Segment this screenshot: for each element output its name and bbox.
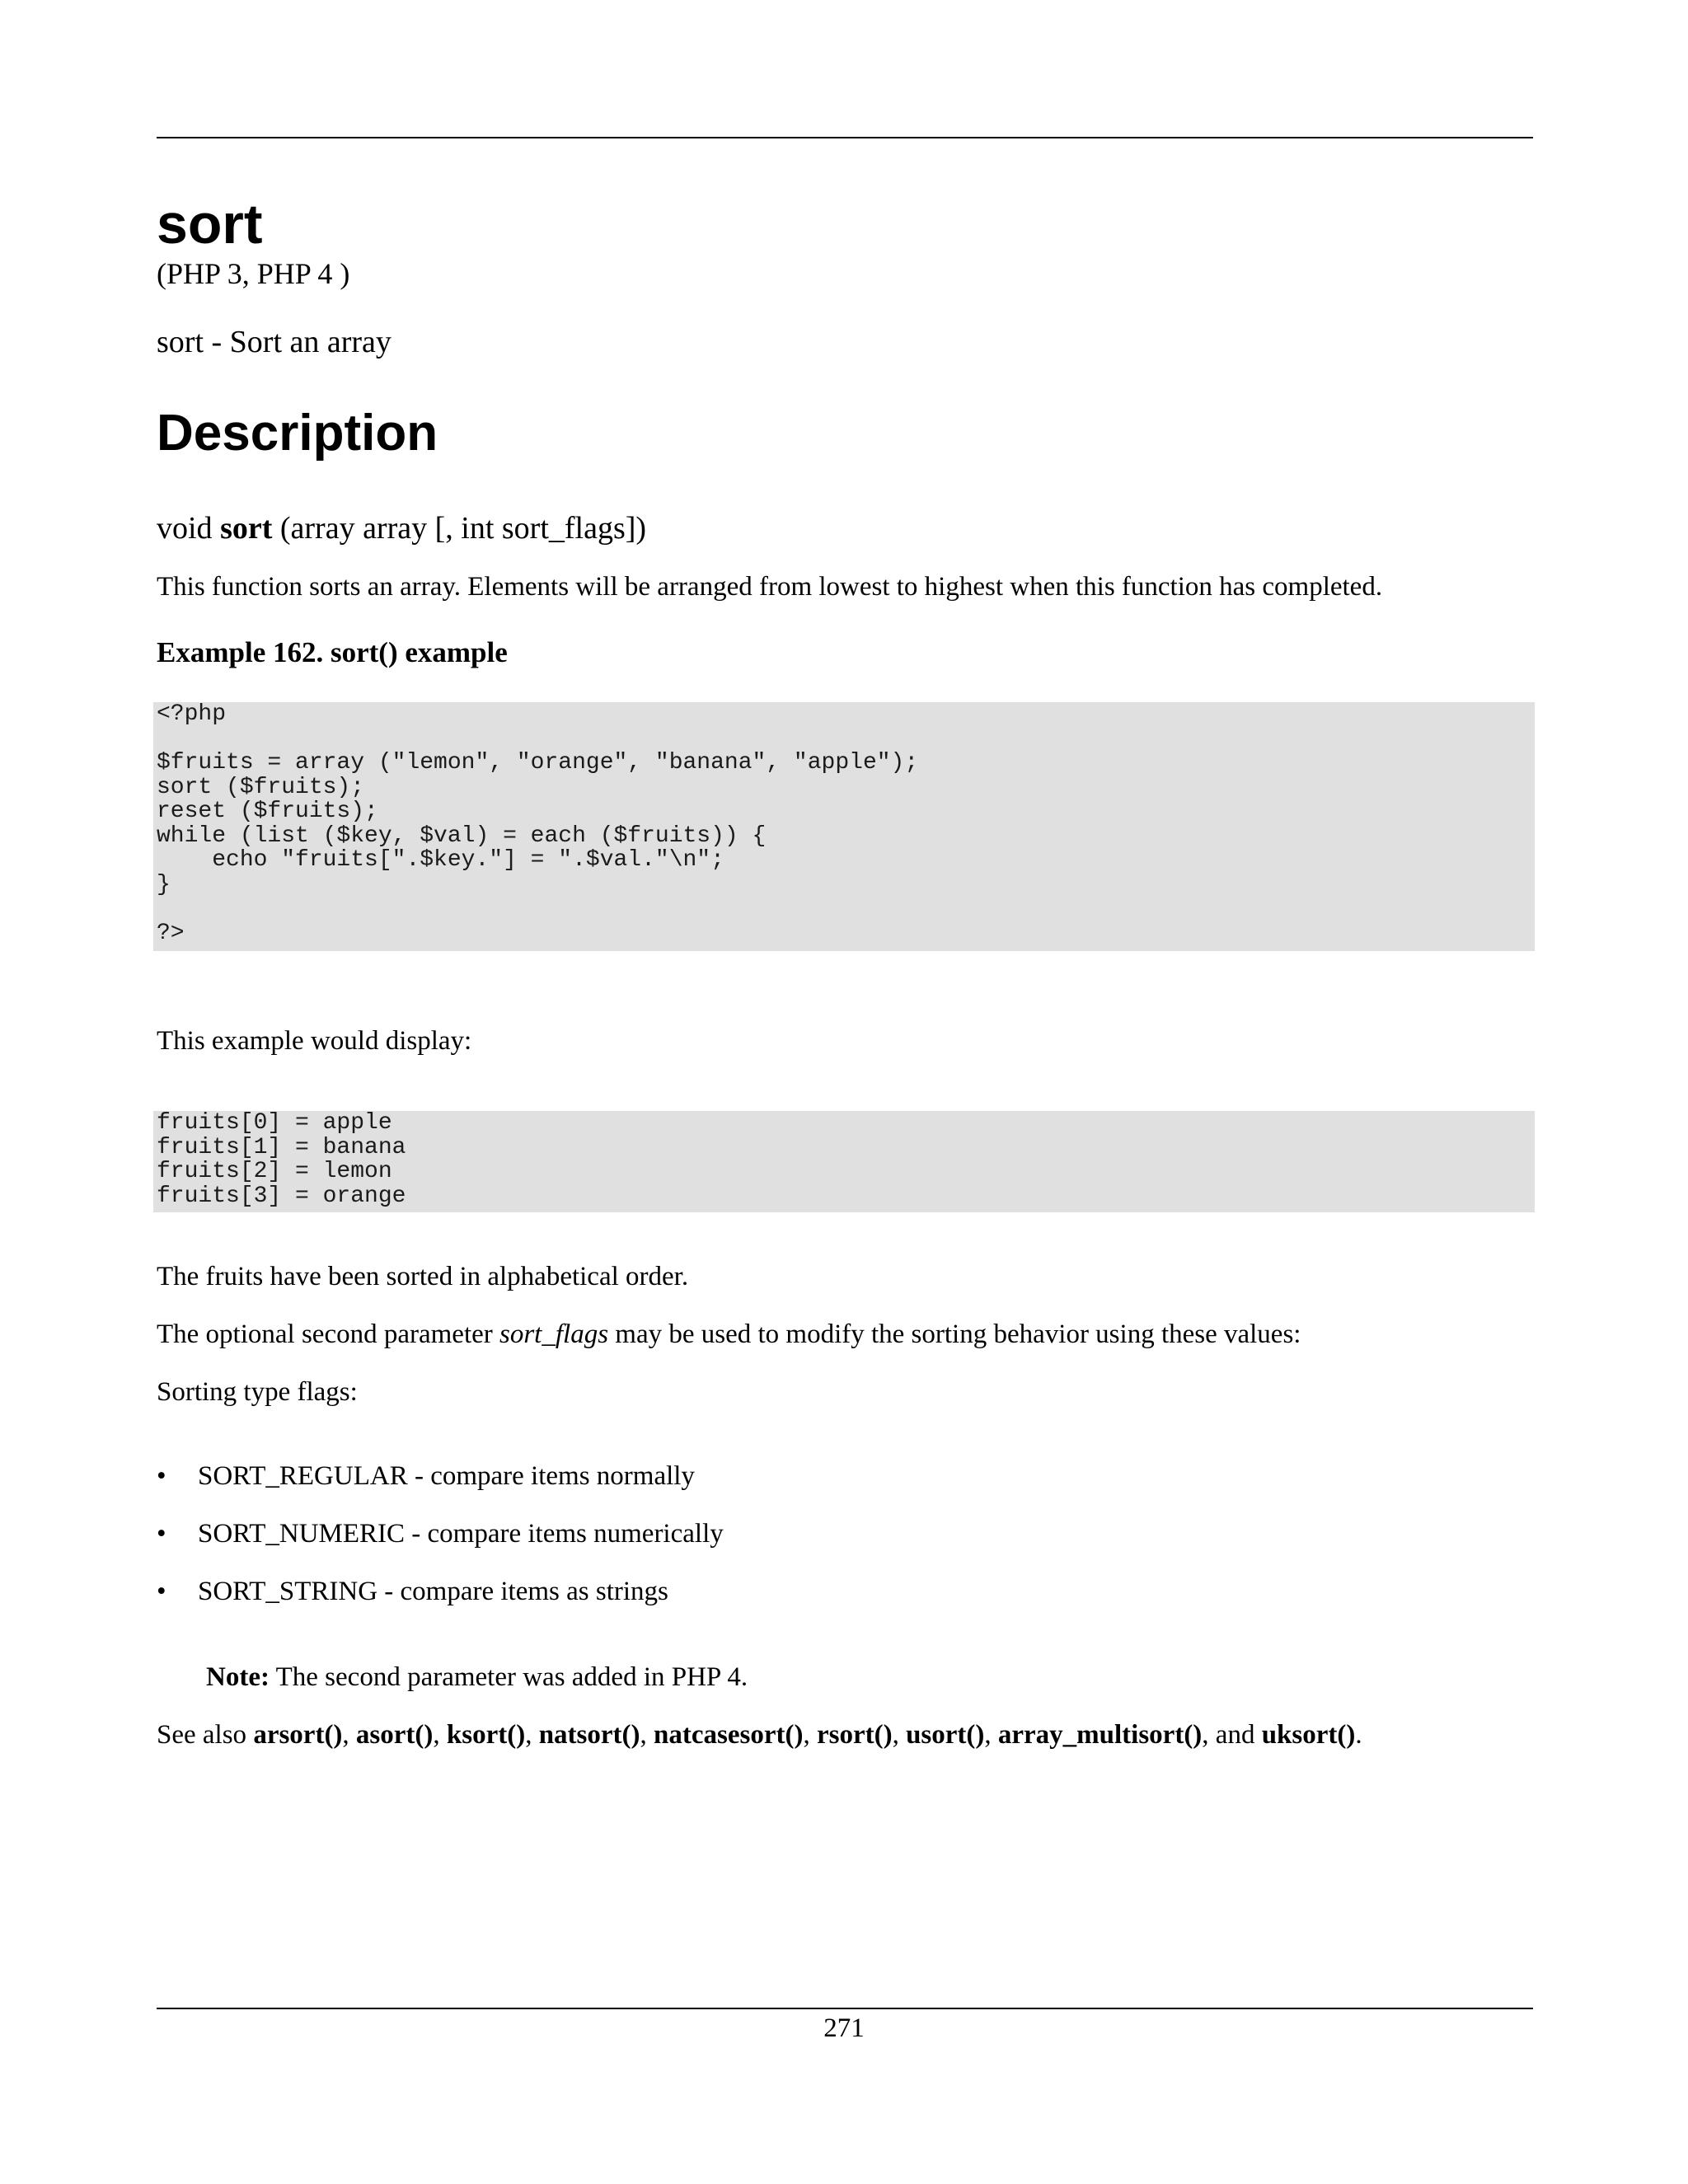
see-also-comma: , <box>803 1720 810 1750</box>
flag-text: SORT_NUMERIC - compare items numerically <box>198 1519 724 1549</box>
see-also-comma: , <box>640 1720 647 1750</box>
flags-intro <box>157 1319 1301 1352</box>
note <box>206 1661 748 1694</box>
note-text: The second parameter was added in PHP 4. <box>275 1662 748 1692</box>
see-also-prefix: See also <box>157 1720 247 1750</box>
function-purpose: sort - Sort an array <box>157 325 392 359</box>
see-also-link[interactable]: arsort() <box>253 1720 343 1750</box>
display-intro: This example would display: <box>157 1026 472 1056</box>
header-rule <box>157 137 1533 138</box>
example-title: Example 162. sort() example <box>157 636 508 668</box>
code-example-block: <?php $fruits = array ("lemon", "orange", "banana", "apple"); sort ($fruits); reset ($fruits); while (list ($key, $val) = each ($fruits)) { echo "fruits[".$key."] = ".$val."\n"; } ?> <box>153 702 1535 951</box>
bullet-icon: • <box>157 1461 166 1491</box>
flags-label: Sorting type flags: <box>157 1377 358 1407</box>
see-also-link[interactable]: asort() <box>355 1720 434 1750</box>
see-also-comma: , <box>892 1720 899 1750</box>
intro-paragraph: This function sorts an array. Elements will be arranged from lowest to highest when this function has completed. <box>157 572 1383 602</box>
see-also-link[interactable]: rsort() <box>816 1720 893 1750</box>
see-also-link[interactable]: uksort() <box>1261 1720 1356 1750</box>
flag-text: SORT_REGULAR - compare items normally <box>198 1461 695 1491</box>
bullet-icon: • <box>157 1577 166 1606</box>
see-also-comma: , <box>984 1720 992 1750</box>
see-also-link[interactable]: usort() <box>906 1720 985 1750</box>
see-also-comma: , <box>1202 1720 1209 1750</box>
see-also-link[interactable]: natsort() <box>538 1720 640 1750</box>
see-also-conj: and <box>1215 1720 1255 1750</box>
page-title: sort <box>157 193 263 255</box>
section-heading: Description <box>157 405 438 462</box>
function-name: sort <box>220 511 273 546</box>
sorted-note: The fruits have been sorted in alphabetical order. <box>157 1262 689 1291</box>
see-also-comma: , <box>342 1720 349 1750</box>
see-also-link[interactable]: ksort() <box>446 1720 526 1750</box>
see-also-link[interactable]: natcasesort() <box>654 1720 804 1750</box>
see-also-comma: , <box>525 1720 532 1750</box>
flags-intro-before: The optional second parameter <box>157 1319 493 1349</box>
see-also <box>157 1719 1362 1752</box>
flag-text: SORT_STRING - compare items as strings <box>198 1577 668 1606</box>
see-also-comma: , <box>433 1720 440 1750</box>
php-versions: (PHP 3, PHP 4 ) <box>157 257 350 290</box>
page-number: 271 <box>823 2013 865 2043</box>
return-type: void <box>157 511 213 546</box>
bullet-icon: • <box>157 1519 166 1549</box>
function-signature <box>157 510 646 548</box>
note-label: Note: <box>206 1662 270 1692</box>
function-params: (array array [, int sort_flags]) <box>279 511 647 546</box>
see-also-end: . <box>1355 1720 1362 1750</box>
code-output-block: fruits[0] = apple fruits[1] = banana fruits[2] = lemon fruits[3] = orange <box>153 1111 1535 1212</box>
param-sort-flags: sort_flags <box>499 1319 609 1349</box>
flags-intro-after: may be used to modify the sorting behavior using these values: <box>615 1319 1301 1349</box>
footer-rule <box>157 2008 1533 2009</box>
see-also-link[interactable]: array_multisort() <box>997 1720 1203 1750</box>
